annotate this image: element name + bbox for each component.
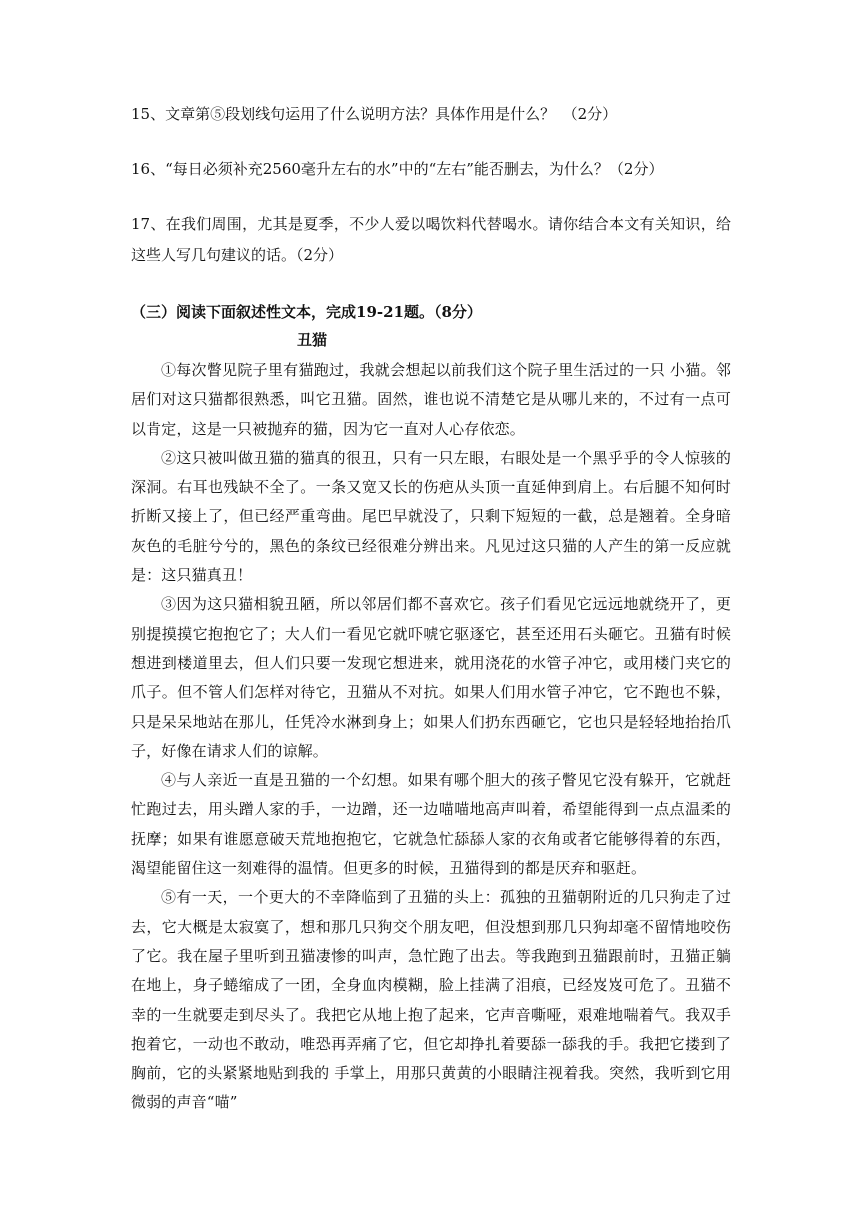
- paragraph-4: ④与人亲近一直是丑猫的一个幻想。如果有哪个胆大的孩子瞥见它没有躲开，它就赶忙跑过去，用头蹭人家的手，一边蹭，还一边喵喵地高声叫着，希望能得到一点点温柔的抚摩；如果有谁愿意破天荒地抱抱它，它就急忙舔舔人家的衣角或者它能够得着的东西，渴望能留住这一刻难得的温情。但更多的时候，丑猫得到的都是厌弃和驱赶。: [131, 771, 731, 878]
- question-15: 15、文章第⑤段划线句运用了什么说明方法？具体作用是什么？ （2分）: [131, 105, 618, 123]
- question-17: 17、在我们周围，尤其是夏季，不少人爱以喝饮料代替喝水。请你结合本文有关知识，给这些人写几句建议的话。（2分）: [131, 215, 731, 264]
- paragraph-5: ⑤有一天，一个更大的不幸降临到了丑猫的头上：孤独的丑猫朝附近的几只狗走了过去，它大概是太寂寞了，想和那几只狗交个朋友吧，但没想到那几只狗却毫不留情地咬伤了它。我在屋子里听到丑猫凄惨的叫声，急忙跑了出去。等我跑到丑猫跟前时，丑猫正躺在地上，身子蜷缩成了一团，全身血肉模糊，脸上挂满了泪痕，已经岌岌可危了。丑猫不幸的一生就要走到尽头了。我把它从地上抱了起来，它声音嘶哑，艰难地喘着气。我双手抱着它，一动也不敢动，唯恐再弄痛了它，但它却挣扎着要舔一舔我的手。我把它搂到了胸前，它的头紧紧地贴到我的 手掌上，用那只黄黄的小眼睛注视着我。突然，我听到它用微弱的声音“喵”: [131, 888, 731, 1112]
- question-16: 16、“每日必须补充2560毫升左右的水”中的“左右”能否删去，为什么？（2分）: [131, 160, 664, 178]
- paragraph-3: ③因为这只猫相貌丑陋，所以邻居们都不喜欢它。孩子们看见它远远地就绕开了，更别提摸摸它抱抱它了；大人们一看见它就吓唬它驱逐它，甚至还用石头砸它。丑猫有时候想进到楼道里去，但人们只要一发现它想进来，就用浇花的水管子冲它，或用楼门夹它的爪子。但不管人们怎样对待它，丑猫从不对抗。如果人们用水管子冲它，它不跑也不躲，只是呆呆地站在那儿，任凭冷水淋到身上；如果人们扔东西砸它，它也只是轻轻地抬抬爪子，好像在请求人们的谅解。: [131, 595, 731, 760]
- section-heading: （三）阅读下面叙述性文本，完成19-21题。（8分）: [131, 303, 482, 321]
- story-title: 丑猫: [297, 331, 328, 349]
- paragraph-2: ②这只被叫做丑猫的猫真的很丑，只有一只左眼，右眼处是一个黑乎乎的令人惊骇的深洞。右耳也残缺不全了。一条又宽又长的伤疤从头顶一直延伸到肩上。右后腿不知何时折断又接上了，但已经严重弯曲。尾巴早就没了，只剩下短短的一截，总是翘着。全身暗灰色的毛脏兮兮的，黑色的条纹已经很难分辨出来。凡见过这只猫的人产生的第一反应就是：这只猫真丑！: [131, 448, 731, 585]
- story-body: [131, 356, 731, 1118]
- paragraph-1: ①每次瞥见院子里有猫跑过，我就会想起以前我们这个院子里生活过的一只 小猫。邻居们对这只猫都很熟悉，叫它丑猫。固然，谁也说不清楚它是从哪儿来的，不过有一点可以肯定，这是一只被抛弃的猫，因为它一直对人心存依恋。: [131, 361, 731, 438]
